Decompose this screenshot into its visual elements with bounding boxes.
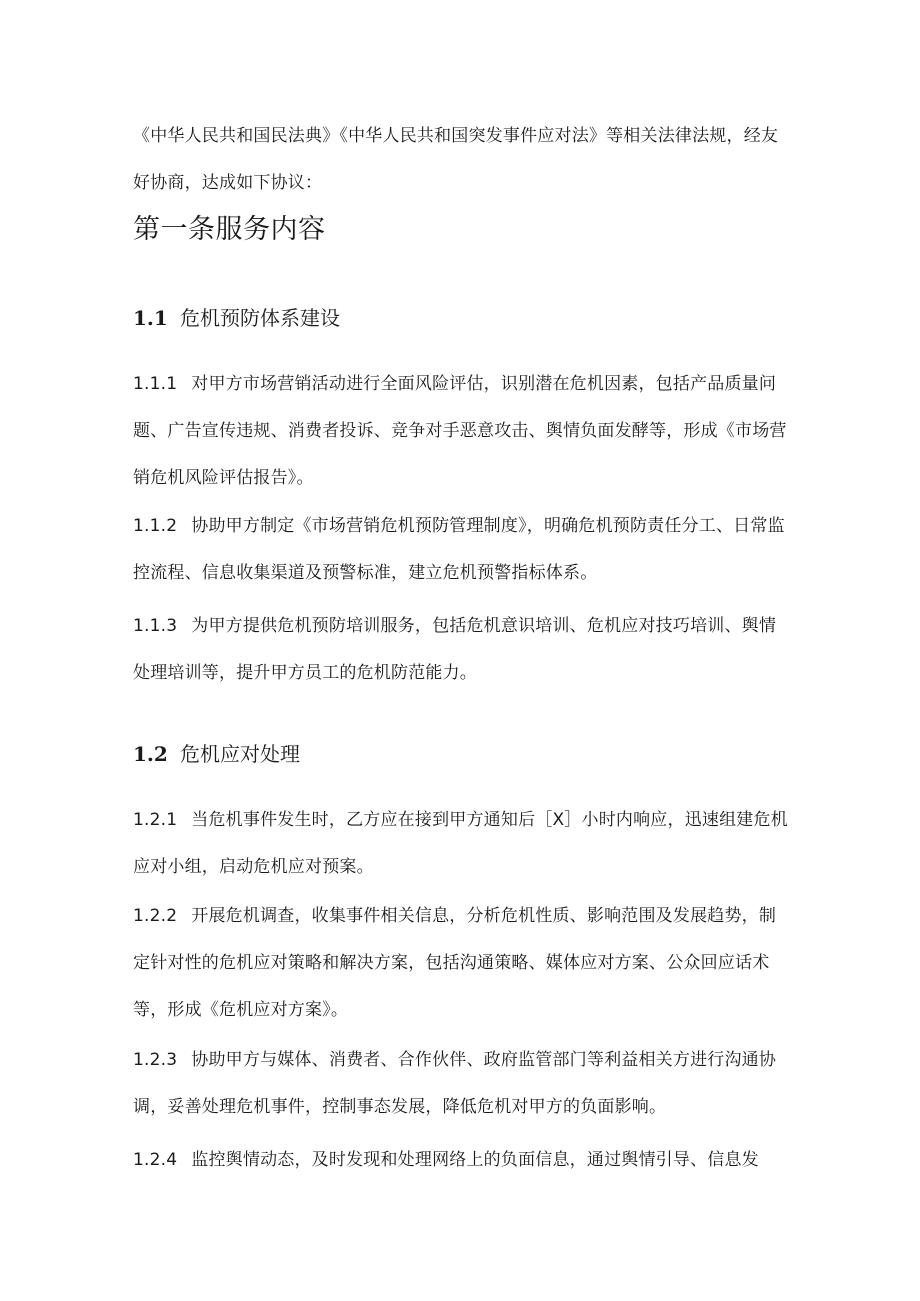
section-title: 危机应对处理 [180,742,300,766]
section-title: 危机预防体系建设 [180,306,340,330]
clause-number: 1.1.3 [133,616,178,636]
clause-text: 对甲方市场营销活动进行全面风险评估，识别潜在危机因素，包括产品质量问题、广告宣传违规、消费者投诉、竞争对手恶意攻击、舆情负面发酵等，形成《市场营销危机风险评估报告》。 [133,374,787,488]
clause-text: 开展危机调查，收集事件相关信息，分析危机性质、影响范围及发展趋势，制定针对性的危机应对策略和解决方案，包括沟通策略、媒体应对方案、公众回应话术等，形成《危机应对方案》。 [133,906,777,1020]
clause-1-1-2 [133,503,793,597]
clause-number: 1.2.2 [133,906,178,926]
clause-1-2-4 [133,1137,793,1184]
clause-1-2-3 [133,1037,793,1131]
article-title: 第一条服务内容 [133,214,326,245]
intro-text: 《中华人民共和国民法典》《中华人民共和国突发事件应对法》等相关法律法规，经友好协商，达成如下协议： [133,126,779,193]
intro-paragraph [133,113,793,207]
clause-text: 为甲方提供危机预防培训服务，包括危机意识培训、危机应对技巧培训、舆情处理培训等，提升甲方员工的危机防范能力。 [133,616,777,683]
clause-number: 1.2.1 [133,810,178,830]
clause-1-2-1 [133,797,793,891]
clause-1-1-3 [133,603,793,697]
clause-text: 协助甲方制定《市场营销危机预防管理制度》，明确危机预防责任分工、日常监控流程、信息收集渠道及预警标准，建立危机预警指标体系。 [133,516,785,583]
clause-1-2-2 [133,893,793,1034]
section-heading-1-2 [133,734,300,774]
clause-number: 1.1.1 [133,374,178,394]
clause-text: 协助甲方与媒体、消费者、合作伙伴、政府监管部门等利益相关方进行沟通协调，妥善处理危机事件，控制事态发展，降低危机对甲方的负面影响。 [133,1050,777,1117]
clause-text: 当危机事件发生时，乙方应在接到甲方通知后［X］小时内响应，迅速组建危机应对小组，启动危机应对预案。 [133,810,788,877]
clause-number: 1.2.3 [133,1050,178,1070]
clause-1-1-1 [133,361,793,502]
clause-number: 1.1.2 [133,516,178,536]
clause-number: 1.2.4 [133,1150,178,1170]
section-number: 1.1 [133,306,168,330]
section-number: 1.2 [133,742,168,766]
section-heading-1-1 [133,298,340,338]
clause-text: 监控舆情动态，及时发现和处理网络上的负面信息，通过舆情引导、信息发 [191,1150,759,1170]
